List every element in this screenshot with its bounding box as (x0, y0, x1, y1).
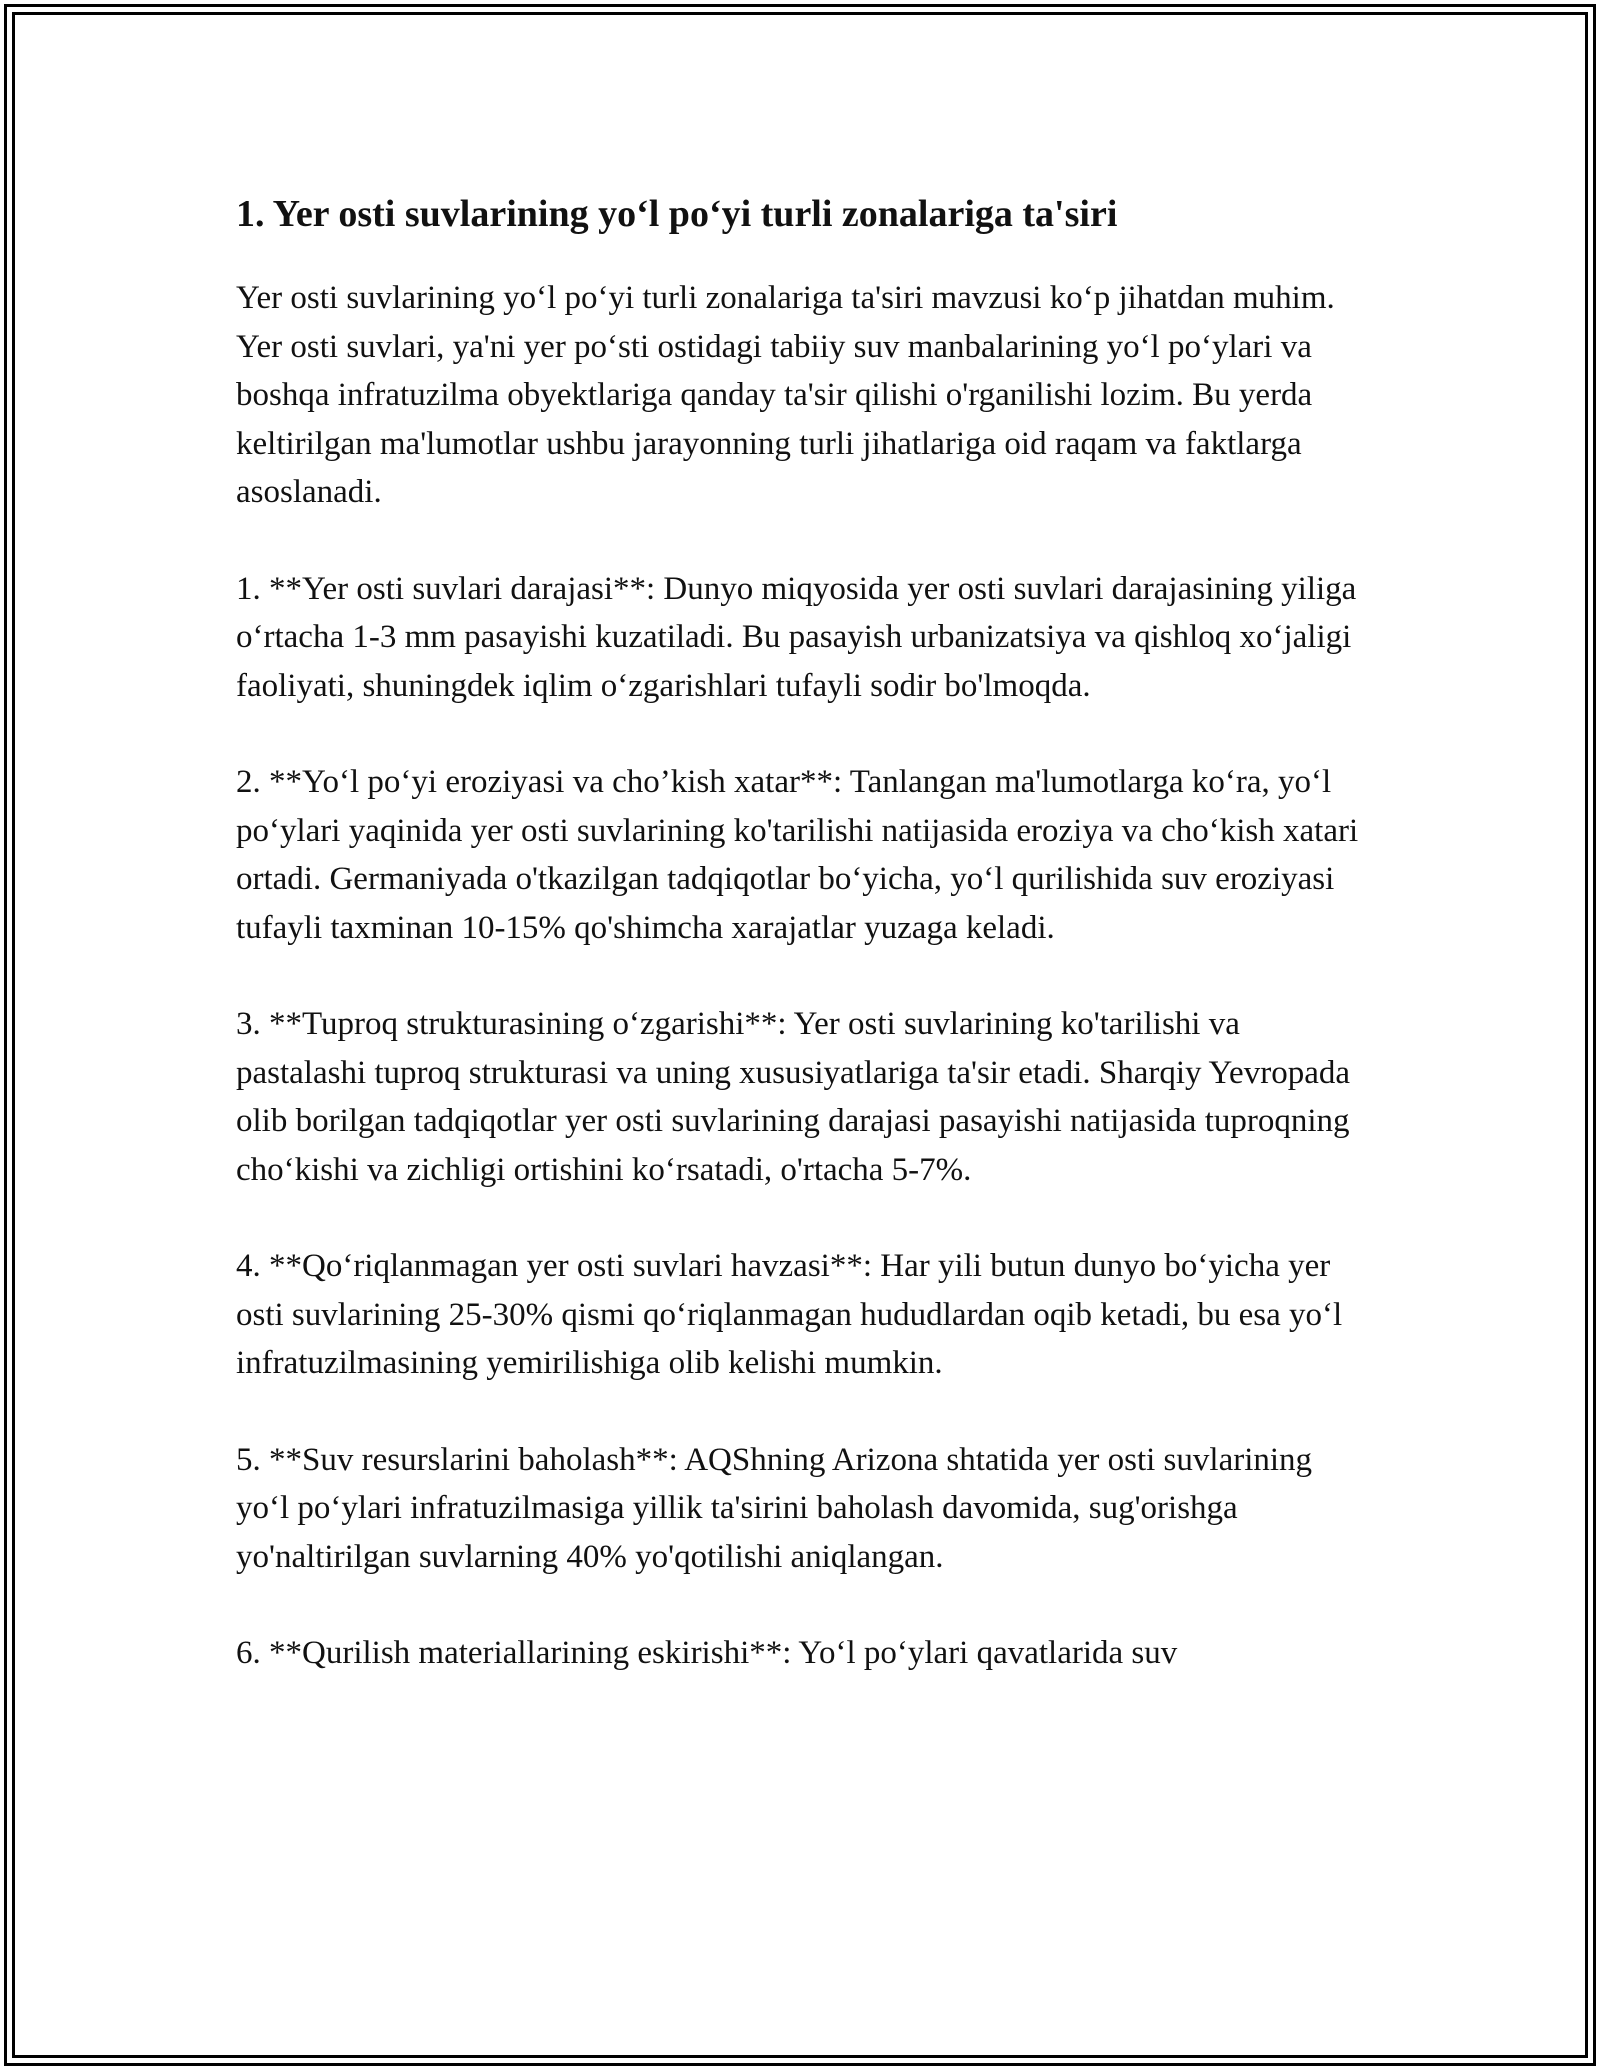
list-item-erosion-risk: 2. **Yo‘l po‘yi eroziyasi va cho’kish xatar**: Tanlangan ma'lumotlarga ko‘ra, yo‘l po‘ylari yaqinida yer osti suvlarining ko'tarilishi natijasida eroziya va cho‘kish xatari ortadi. Germaniyada o'tkazilgan tadqiqotlar bo‘yicha, yo‘l qurilishida suv eroziyasi tufayli taxminan 10-15% qo'shimcha xarajatlar yuzaga keladi. (236, 764, 1359, 946)
list-item-soil-structure: 3. **Tuproq strukturasining o‘zgarishi**: Yer osti suvlarining ko'tarilishi va pastalashi tuproq strukturasi va uning xususiyatlariga ta'sir etadi. Sharqiy Yevropada olib borilgan tadqiqotlar yer osti suvlarining darajasi pasayishi natijasida tuproqning cho‘kishi va zichligi ortishini ko‘rsatadi, o'rtacha 5-7%. (236, 1006, 1350, 1188)
list-item-material-aging: 6. **Qurilish materiallarining eskirishi**: Yo‘l po‘ylari qavatlarida suv (236, 1635, 1178, 1671)
document-body (236, 188, 1366, 1726)
list-item-unprotected-basin: 4. **Qo‘riqlanmagan yer osti suvlari havzasi**: Har yili butun dunyo bo‘yicha yer osti suvlarining 25-30% qismi qo‘riqlanmagan hududlardan oqib ketadi, bu esa yo‘l infratuzilmasining yemirilishiga olib kelishi mumkin. (236, 1248, 1343, 1381)
section-heading: 1. Yer osti suvlarining yo‘l po‘yi turli zonalariga ta'siri (236, 193, 1118, 235)
list-item-water-resources: 5. **Suv resurslarini baholash**: AQShning Arizona shtatida yer osti suvlarining yo‘l po‘ylari infratuzilmasiga yillik ta'sirini baholash davomida, sug'orishga yo'naltirilgan suvlarning 40% yo'qotilishi aniqlangan. (236, 1441, 1313, 1575)
list-item-groundwater-level: 1. **Yer osti suvlari darajasi**: Dunyo miqyosida yer osti suvlari darajasining yiliga o‘rtacha 1-3 mm pasayishi kuzatiladi. Bu pasayish urbanizatsiya va qishloq xo‘jaligi faoliyati, shuningdek iqlim o‘zgarishlari tufayli sodir bo'lmoqda. (236, 570, 1357, 704)
intro-paragraph: Yer osti suvlarining yo‘l po‘yi turli zonalariga ta'siri mavzusi ko‘p jihatdan muhim. Yer osti suvlari, ya'ni yer po‘sti ostidagi tabiiy suv manbalarining yo‘l po‘ylari va boshqa infratuzilma obyektlariga qanday ta'sir qilishi o'rganilishi lozim. Bu yerda keltirilgan ma'lumotlar ushbu jarayonning turli jihatlariga oid raqam va faktlarga asoslanadi. (236, 280, 1335, 510)
